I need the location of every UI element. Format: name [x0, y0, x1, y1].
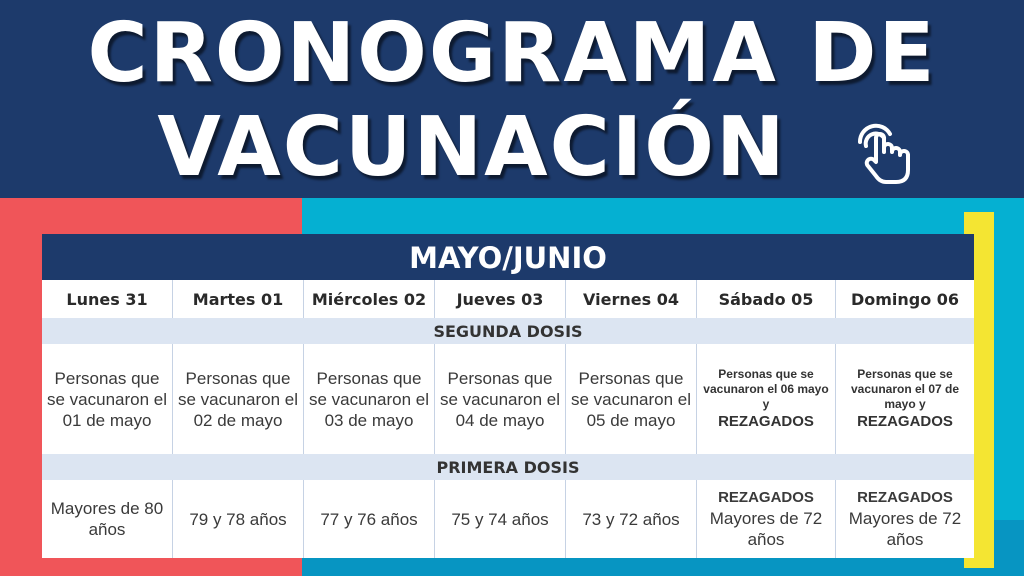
- day-header: Miércoles 02: [304, 280, 435, 318]
- cell-strong-text: REZAGADOS: [718, 412, 814, 430]
- table-cell: [566, 344, 697, 454]
- cell-text: Mayores de 72 años: [848, 509, 962, 549]
- cell-strong-text: REZAGADOS: [718, 489, 814, 506]
- table-cell: [836, 344, 974, 454]
- day-header: Martes 01: [173, 280, 304, 318]
- day-header: Viernes 04: [566, 280, 697, 318]
- cell-text: 73 y 72 años: [582, 509, 680, 529]
- section-second-dose: SEGUNDA DOSIS: [42, 318, 974, 344]
- cell-text: 79 y 78 años: [189, 509, 287, 529]
- cell-text: Personas que se vacunaron el 04 de mayo: [439, 368, 561, 430]
- table-cell: [435, 344, 566, 454]
- cell-text: Personas que se vacunaron el 02 de mayo: [177, 368, 299, 430]
- cell-text: Mayores de 80 años: [50, 499, 164, 539]
- day-header: Jueves 03: [435, 280, 566, 318]
- table-cell: [697, 480, 836, 558]
- cell-text: Personas que se vacunaron el 01 de mayo: [46, 368, 168, 430]
- schedule-table: [42, 234, 974, 558]
- header-banner: [0, 0, 1024, 198]
- cell-strong-text: REZAGADOS: [857, 489, 953, 506]
- second-dose-row: [42, 344, 974, 454]
- table-cell: [173, 344, 304, 454]
- table-cell: [566, 480, 697, 558]
- cell-text: 77 y 76 años: [320, 509, 418, 529]
- table-cell: [42, 480, 173, 558]
- cell-text: Mayores de 72 años: [709, 509, 823, 549]
- table-cell: [435, 480, 566, 558]
- month-header: MAYO/JUNIO: [42, 234, 974, 280]
- day-header: Lunes 31: [42, 280, 173, 318]
- cell-strong-text: REZAGADOS: [857, 412, 953, 430]
- section-first-dose: PRIMERA DOSIS: [42, 454, 974, 480]
- table-cell: [304, 480, 435, 558]
- title-line-1: CRONOGRAMA DE: [87, 6, 937, 101]
- day-header: Domingo 06: [850, 289, 960, 309]
- tap-hand-icon: [846, 112, 922, 188]
- cell-text: Personas que se vacunaron el 05 de mayo: [570, 368, 692, 430]
- cell-text: Personas que se vacunaron el 03 de mayo: [308, 368, 430, 430]
- day-header-row: [42, 280, 974, 319]
- first-dose-row: [42, 480, 974, 558]
- table-cell: [836, 480, 974, 558]
- day-header: Sábado 05: [697, 280, 836, 318]
- table-cell: [173, 480, 304, 558]
- table-cell: [304, 344, 435, 454]
- title-line-2: VACUNACIÓN: [157, 100, 787, 195]
- table-cell: [42, 344, 173, 454]
- cell-text: Personas que se vacunaron el 06 mayo y: [703, 366, 829, 411]
- table-cell: [697, 344, 836, 454]
- cell-text: Personas que se vacunaron el 07 de mayo y: [850, 366, 960, 411]
- cell-text: 75 y 74 años: [451, 509, 549, 529]
